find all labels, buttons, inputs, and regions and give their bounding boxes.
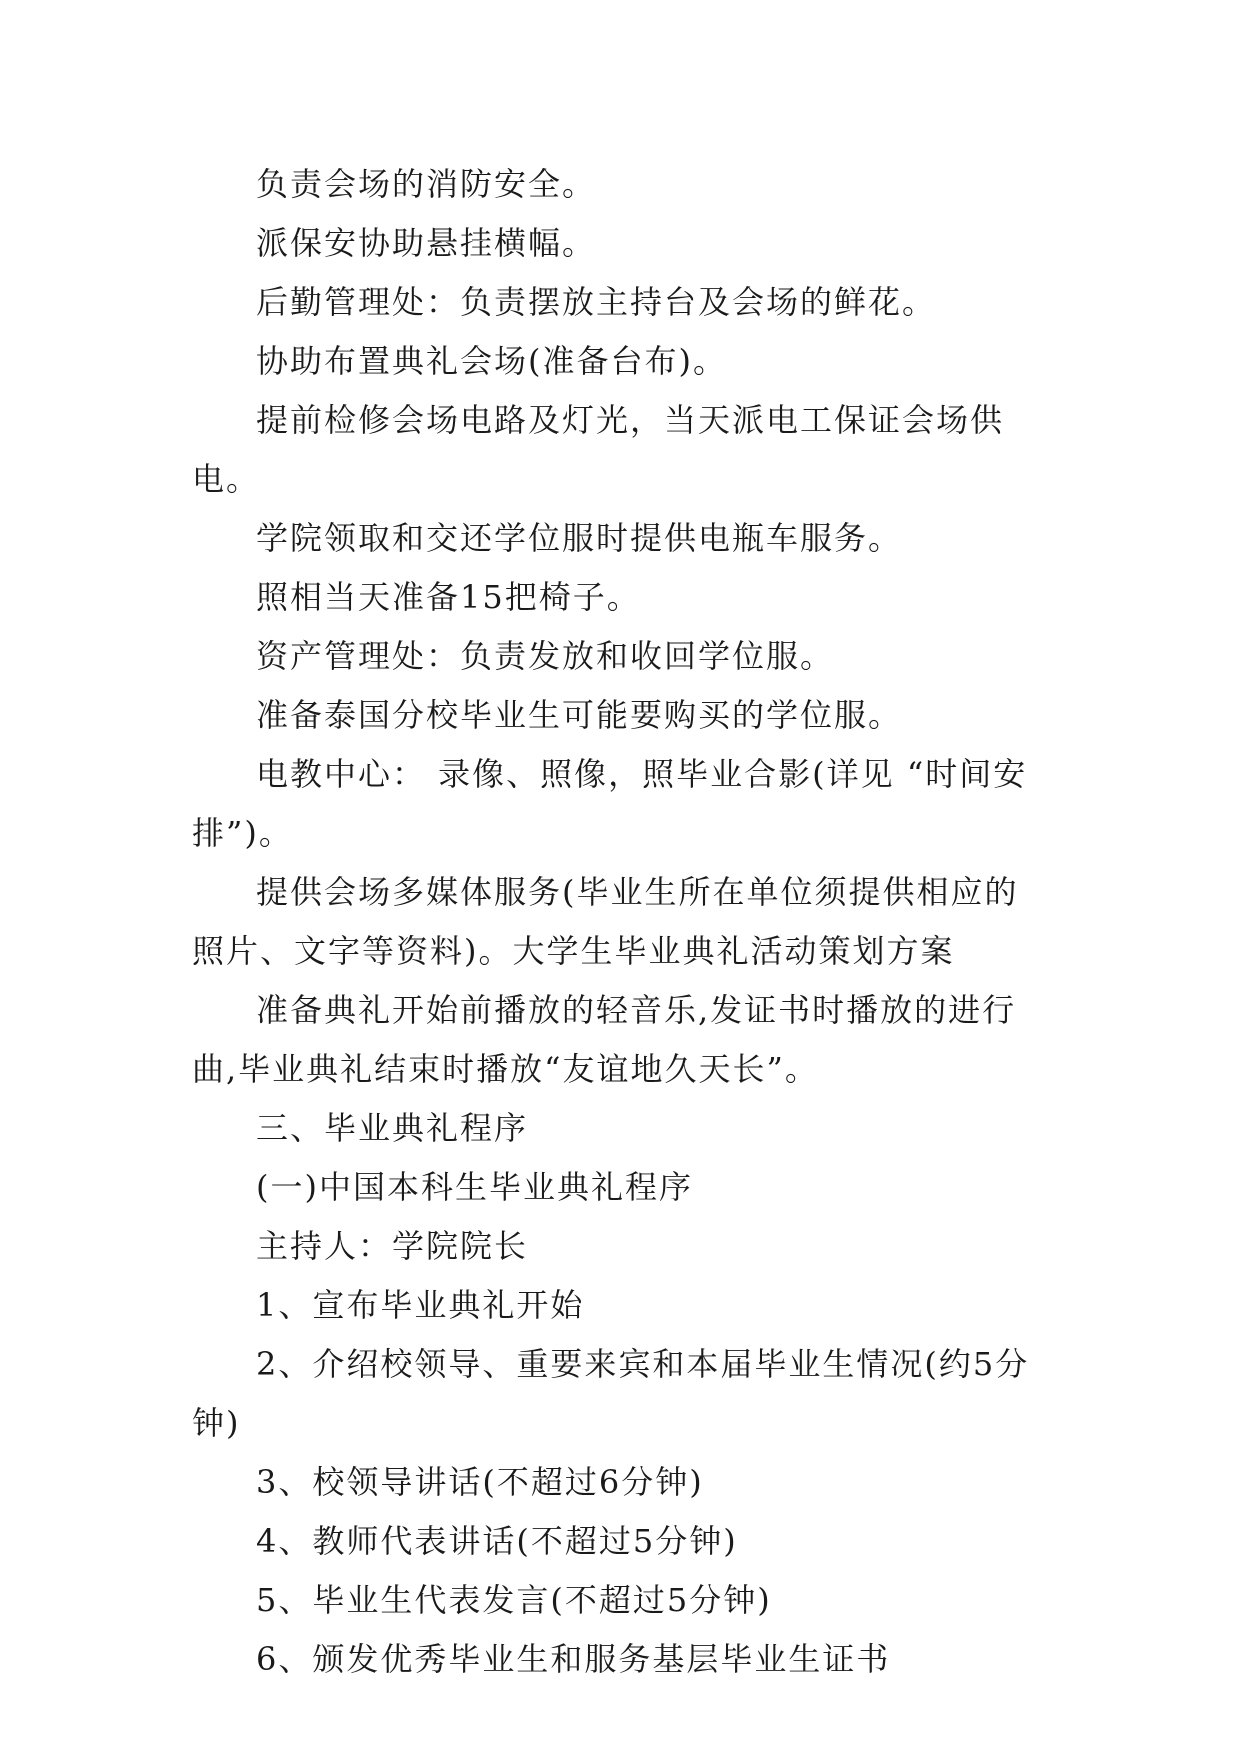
paragraph: 主持人：学院院长 [256,1227,529,1265]
paragraph: 准备典礼开始前播放的轻音乐,发证书时播放的进行曲,毕业典礼结束时播放“友谊地久天长”。 [192,991,1017,1088]
paragraph: 后勤管理处：负责摆放主持台及会场的鲜花。 [256,283,937,321]
section-heading: 三、毕业典礼程序 [256,1109,529,1147]
paragraph: 派保安协助悬挂横幅。 [256,224,597,262]
paragraph: 学院领取和交还学位服时提供电瓶车服务。 [256,519,903,557]
paragraph: 准备泰国分校毕业生可能要购买的学位服。 [256,696,903,734]
paragraph: 协助布置典礼会场(准备台布)。 [256,342,727,380]
paragraph: 照相当天准备15把椅子。 [256,578,641,616]
list-item: 2、介绍校领导、重要来宾和本届毕业生情况(约5分钟) [192,1345,1030,1442]
list-item: 5、毕业生代表发言(不超过5分钟) [256,1581,772,1619]
paragraph: 负责会场的消防安全。 [256,165,597,203]
paragraph: 提前检修会场电路及灯光，当天派电工保证会场供电。 [192,401,1005,498]
list-item: 4、教师代表讲话(不超过5分钟) [256,1522,738,1560]
list-item: 3、校领导讲话(不超过6分钟) [256,1463,704,1501]
list-item: 6、颁发优秀毕业生和服务基层毕业生证书 [256,1640,891,1678]
paragraph: 资产管理处：负责发放和收回学位服。 [256,637,835,675]
document-body [192,155,1052,1689]
paragraph: 电教中心： 录像、照像，照毕业合影(详见 “时间安排”)。 [192,755,1028,852]
subsection-heading: (一)中国本科生毕业典礼程序 [256,1168,693,1206]
list-item: 1、宣布毕业典礼开始 [256,1286,585,1324]
paragraph: 提供会场多媒体服务(毕业生所在单位须提供相应的照片、文字等资料)。大学生毕业典礼活动策划方案 [192,873,1019,970]
